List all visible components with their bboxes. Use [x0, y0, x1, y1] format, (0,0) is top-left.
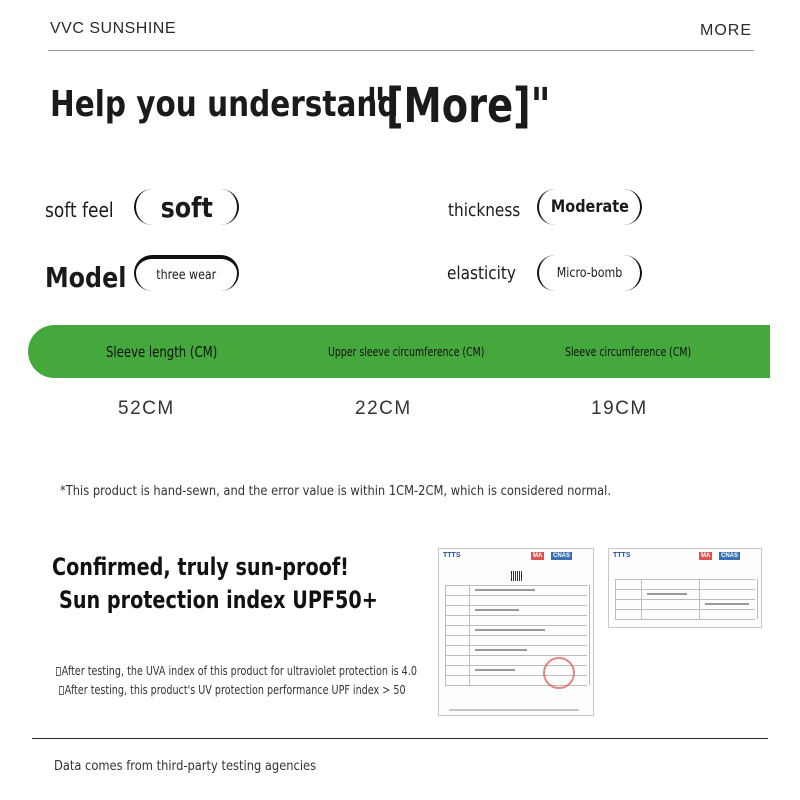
ma-logo-icon: MA: [701, 553, 711, 559]
bullet-upf: After testing, this product's UV protection performance UPF index > 50: [59, 683, 406, 697]
certificate-stamp-icon: [543, 657, 575, 689]
attr-label-thickness: thickness: [448, 200, 521, 221]
attr-label-elasticity: elasticity: [447, 263, 516, 284]
ma-logo-icon: MA: [533, 553, 543, 559]
brand-name: VVC SUNSHINE: [50, 20, 177, 37]
attr-value-soft: soft: [134, 189, 239, 225]
data-source-note: Data comes from third-party testing agencies: [54, 758, 317, 774]
handsewn-note: *This product is hand-sewn, and the error value is within 1CM-2CM, which is considered normal.: [60, 483, 612, 499]
headline: Help you understand: [50, 84, 399, 125]
test-certificate-2: [608, 548, 762, 628]
attr-label-model: Model: [45, 261, 127, 294]
band-label-sleeve-circumference: Sleeve circumference (CM): [565, 344, 692, 359]
band-label-sleeve-length: Sleeve length (CM): [106, 342, 218, 361]
value-upper-sleeve: 22CM: [355, 398, 412, 419]
agency-mark: TTTS: [613, 552, 631, 559]
sun-title-line2: Sun protection index UPF50+: [59, 586, 378, 614]
checkbox-glyph-icon: [56, 667, 61, 676]
checkbox-glyph-icon: [59, 686, 64, 695]
agency-mark: TTTS: [443, 552, 461, 559]
cnas-logo-icon: CNAS: [721, 553, 739, 559]
attr-value-moderate: Moderate: [537, 189, 642, 225]
cnas-logo-icon: CNAS: [553, 553, 571, 559]
attr-value-three-wear: three wear: [134, 255, 239, 291]
attr-label-soft-feel: soft feel: [45, 198, 114, 222]
top-divider: [48, 50, 754, 51]
headline-more: "[More]": [366, 78, 551, 134]
measurement-band: [28, 325, 770, 378]
value-sleeve-circumference: 19CM: [591, 398, 648, 419]
value-sleeve-length: 52CM: [118, 398, 175, 419]
attr-value-micro-bomb: Micro-bomb: [537, 255, 642, 291]
sun-title-line1: Confirmed, truly sun-proof!: [52, 553, 349, 581]
more-link[interactable]: MORE: [700, 22, 752, 39]
bullet-uva: After testing, the UVA index of this product for ultraviolet protection is 4.0: [56, 664, 417, 678]
band-label-upper-sleeve: Upper sleeve circumference (CM): [328, 344, 485, 359]
test-certificate-1: [438, 548, 594, 716]
bottom-divider: [32, 738, 768, 739]
qr-code-icon: [511, 571, 523, 581]
